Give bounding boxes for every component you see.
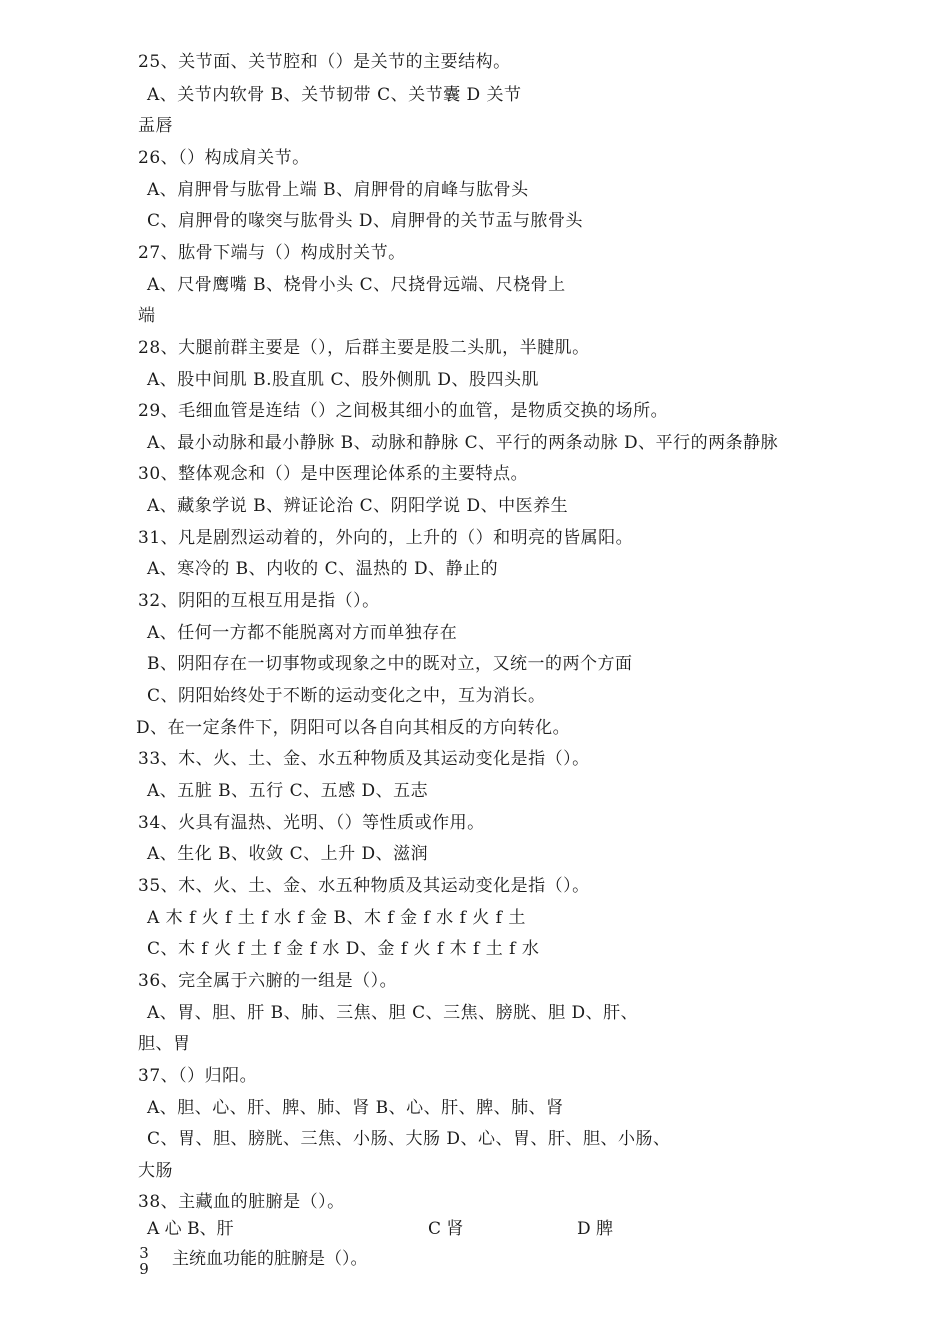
options-38-d: D 脾: [577, 1219, 614, 1239]
options-31: A、寒冷的 B、内收的 C、温热的 D、静止的: [147, 559, 499, 579]
options-28: A、股中间肌 B.股直肌 C、股外侧肌 D、股四头肌: [147, 370, 540, 390]
options-27: A、尺骨鹰嘴 B、桡骨小头 C、尺挠骨远端、尺桡骨上: [147, 275, 566, 295]
question-39-number-top: 3: [139, 1244, 149, 1262]
question-29: 29、毛细血管是连结（）之间极其细小的血管，是物质交换的场所。: [138, 401, 669, 421]
question-37: 37、（）归阳。: [138, 1066, 258, 1086]
options-32-c: C、阴阳始终处于不断的运动变化之中，互为消长。: [147, 686, 546, 706]
options-29: A、最小动脉和最小静脉 B、动脉和静脉 C、平行的两条动脉 D、平行的两条静脉: [147, 433, 779, 453]
options-25-continued: 盂唇: [138, 116, 173, 136]
question-26: 26、（）构成肩关节。: [138, 148, 310, 168]
options-35-cd: C、木 f 火 f 土 f 金 f 水 D、金 f 火 f 木 f 土 f 水: [147, 939, 540, 959]
options-26-cd: C、肩胛骨的喙突与肱骨头 D、肩胛骨的关节盂与脓骨头: [147, 211, 584, 231]
question-39-number-bottom: 9: [139, 1260, 149, 1278]
question-31: 31、凡是剧烈运动着的，外向的，上升的（）和明亮的皆属阳。: [138, 528, 634, 548]
question-30: 30、整体观念和（）是中医理论体系的主要特点。: [138, 464, 529, 484]
options-32-b: B、阴阳存在一切事物或现象之中的既对立，又统一的两个方面: [147, 654, 633, 674]
question-33: 33、木、火、土、金、水五种物质及其运动变化是指（）。: [138, 749, 590, 769]
options-27-continued: 端: [138, 306, 156, 326]
question-25: 25、关节面、关节腔和（）是关节的主要结构。: [138, 52, 511, 72]
options-37-cd: C、胃、胆、膀胱、三焦、小肠、大肠 D、心、胃、肝、胆、小肠、: [147, 1129, 671, 1149]
options-25: A、关节内软骨 B、关节韧带 C、关节囊 D 关节: [147, 85, 522, 105]
question-35: 35、木、火、土、金、水五种物质及其运动变化是指（）。: [138, 876, 590, 896]
options-38-ab: A 心 B、肝: [147, 1219, 234, 1239]
question-39: 主统血功能的脏腑是（）。: [172, 1249, 368, 1269]
options-37-continued: 大肠: [138, 1161, 173, 1181]
options-37-ab: A、胆、心、肝、脾、肺、肾 B、心、肝、脾、肺、肾: [147, 1098, 564, 1118]
question-28: 28、大腿前群主要是（），后群主要是股二头肌，半腱肌。: [138, 338, 590, 358]
options-36-continued: 胆、胃: [138, 1034, 191, 1054]
options-38-c: C 肾: [428, 1219, 464, 1239]
options-26-ab: A、肩胛骨与肱骨上端 B、肩胛骨的肩峰与肱骨头: [147, 180, 529, 200]
question-36: 36、完全属于六腑的一组是（）。: [138, 971, 398, 991]
question-27: 27、肱骨下端与（）构成肘关节。: [138, 243, 406, 263]
question-32: 32、阴阳的互根互用是指（）。: [138, 591, 380, 611]
options-33: A、五脏 B、五行 C、五感 D、五志: [147, 781, 429, 801]
question-34: 34、火具有温热、光明、（）等性质或作用。: [138, 813, 485, 833]
options-32-d: D、在一定条件下，阴阳可以各自向其相反的方向转化。: [136, 718, 571, 738]
options-32-a: A、任何一方都不能脱离对方而单独存在: [147, 623, 458, 643]
options-34: A、生化 B、收敛 C、上升 D、滋润: [147, 844, 429, 864]
options-35-ab: A 木 f 火 f 土 f 水 f 金 B、木 f 金 f 水 f 火 f 土: [147, 908, 526, 928]
options-36: A、胃、胆、肝 B、肺、三焦、胆 C、三焦、膀胱、胆 D、肝、: [147, 1003, 639, 1023]
options-30: A、藏象学说 B、辨证论治 C、阴阳学说 D、中医养生: [147, 496, 569, 516]
question-38: 38、主藏血的脏腑是（）。: [138, 1192, 345, 1212]
